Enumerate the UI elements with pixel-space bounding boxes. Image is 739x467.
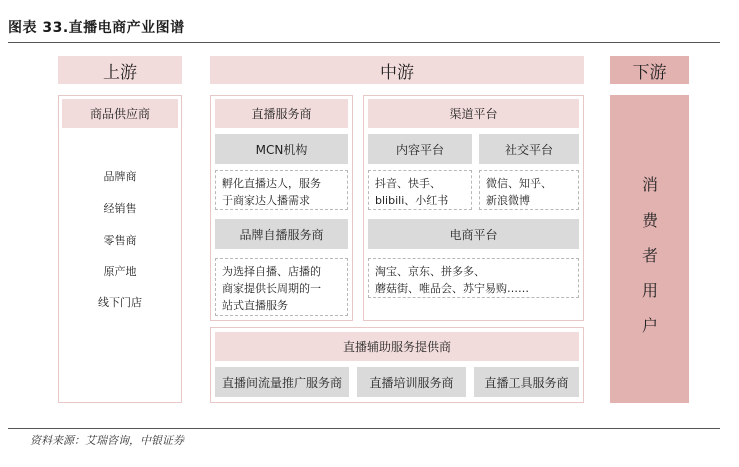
- supplier-item-offline-store: 线下门店: [98, 296, 142, 309]
- brand-self-live-description: [215, 258, 348, 316]
- bottom-divider: [8, 428, 720, 429]
- social-desc-line1: 微信、知乎、: [486, 177, 552, 190]
- supplier-item-retailer: 零售商: [103, 234, 137, 247]
- midstream-header: 中游: [210, 56, 584, 84]
- social-platform-description: [479, 170, 579, 210]
- consumer-char-3: 者: [641, 246, 658, 265]
- mcn-desc-line2: 于商家达人播需求: [222, 194, 310, 207]
- upstream-header: 上游: [58, 56, 182, 84]
- ecommerce-platform-description: [368, 258, 579, 298]
- ecommerce-desc-line2: 蘑菇街、唯品会、苏宁易购……: [375, 282, 529, 295]
- content-desc-line1: 抖音、快手、: [375, 177, 441, 190]
- brand-desc-line3: 站式直播服务: [222, 299, 288, 312]
- supplier-item-origin: 原产地: [103, 265, 137, 278]
- supplier-header: 商品供应商: [62, 99, 178, 128]
- content-desc-line2: blibili、小红书: [375, 194, 449, 207]
- consumer-char-2: 费: [641, 211, 658, 230]
- content-platform-label: 内容平台: [368, 134, 472, 164]
- consumer-char-5: 户: [641, 316, 658, 335]
- social-desc-line2: 新浪微博: [486, 194, 530, 207]
- content-platform-description: [368, 170, 472, 210]
- source-note: 资料来源：艾瑞咨询，中银证券: [30, 434, 184, 447]
- channel-platform-header: 渠道平台: [368, 99, 579, 128]
- figure-title: 图表 33.直播电商产业图谱: [8, 20, 185, 36]
- mcn-description: [215, 170, 348, 210]
- brand-desc-line2: 商家提供长周期的一: [222, 282, 321, 295]
- aux-tools: 直播工具服务商: [474, 367, 579, 397]
- brand-desc-line1: 为选择自播、店播的: [222, 265, 321, 278]
- aux-training: 直播培训服务商: [357, 367, 466, 397]
- brand-self-live-label: 品牌自播服务商: [215, 219, 348, 249]
- aux-traffic-promotion: 直播间流量推广服务商: [215, 367, 349, 397]
- supplier-item-distributor: 经销售: [103, 202, 137, 215]
- social-platform-label: 社交平台: [479, 134, 579, 164]
- auxiliary-service-header: 直播辅助服务提供商: [215, 332, 579, 361]
- ecommerce-platform-label: 电商平台: [368, 219, 579, 249]
- downstream-header: 下游: [610, 56, 689, 84]
- mcn-label: MCN机构: [215, 134, 348, 164]
- consumer-char-4: 用: [641, 281, 658, 300]
- supplier-item-brand: 品牌商: [103, 170, 137, 183]
- ecommerce-desc-line1: 淘宝、京东、拼多多、: [375, 265, 485, 278]
- upstream-panel: [58, 95, 182, 403]
- live-service-header: 直播服务商: [215, 99, 348, 128]
- top-divider: [8, 42, 720, 43]
- consumer-char-1: 消: [641, 175, 658, 194]
- mcn-desc-line1: 孵化直播达人，服务: [222, 177, 321, 190]
